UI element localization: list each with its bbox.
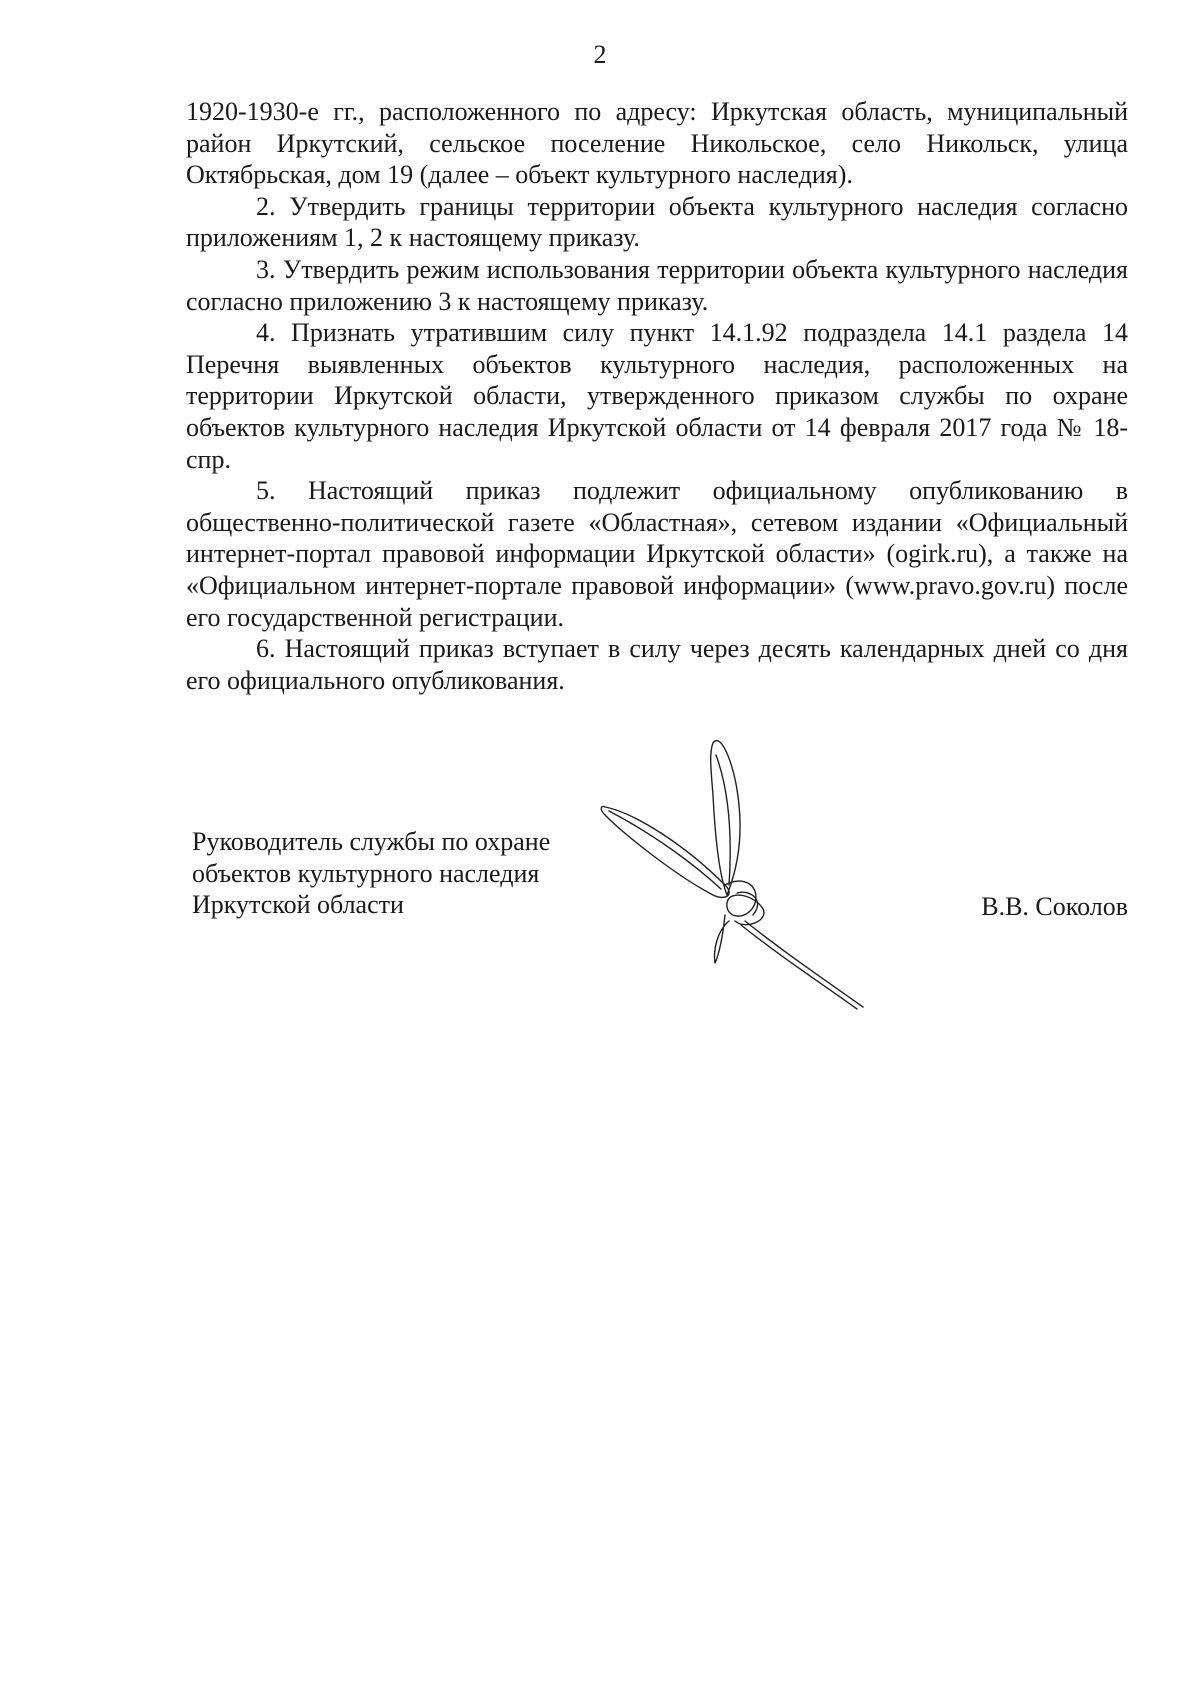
signer-title-line-1: Руководитель службы по охране (192, 827, 551, 856)
paragraph-4: 4. Признать утратившим силу пункт 14.1.92 подраздела 14.1 раздела 14 Перечня выявленных объектов культурного наследия, расположенных на территории Иркутской области, утвержденного приказом службы по охране объектов культурного наследия Иркутской области от 14 февраля 2017 года № 18-спр. (186, 318, 1128, 474)
signer-title-line-3: Иркутской области (192, 890, 404, 919)
paragraph-6: 6. Настоящий приказ вступает в силу через десять календарных дней со дня его официального опубликования. (186, 634, 1128, 695)
paragraph-continuation: 1920-1930-е гг., расположенного по адресу: Иркутская область, муниципальный район Иркутский, сельское поселение Никольское, село Никольск, улица Октябрьская, дом 19 (далее – объект культурного наследия). (186, 97, 1128, 190)
signature-tail (715, 915, 729, 963)
signer-name: В.В. Соколов (981, 892, 1128, 921)
handwritten-signature (595, 725, 895, 1015)
signature-upper-loop (711, 741, 740, 895)
signature-diagonal (745, 921, 863, 1007)
paragraph-3: 3. Утвердить режим использования территории объекта культурного наследия согласно приложению 3 к настоящему приказу. (186, 254, 1128, 316)
signer-title-line-2: объектов культурного наследия (192, 858, 540, 888)
signer-title (192, 826, 550, 921)
paragraph-5: 5. Настоящий приказ подлежит официальному опубликованию в общественно-политической газете «Областная», сетевом издании «Официальный интернет-портал правовой информации Иркутской области» (ogirk.ru), а также на «Официальном интернет-портале правовой информации» (www.pravo.gov.ru) после его государственной регистрации. (186, 476, 1128, 632)
signature-left-loop (601, 806, 729, 897)
document-body (186, 96, 1128, 696)
page-number: 2 (593, 40, 607, 69)
paragraph-2: 2. Утвердить границы территории объекта культурного наследия согласно приложениям 1, 2 к настоящему приказу. (186, 191, 1128, 253)
